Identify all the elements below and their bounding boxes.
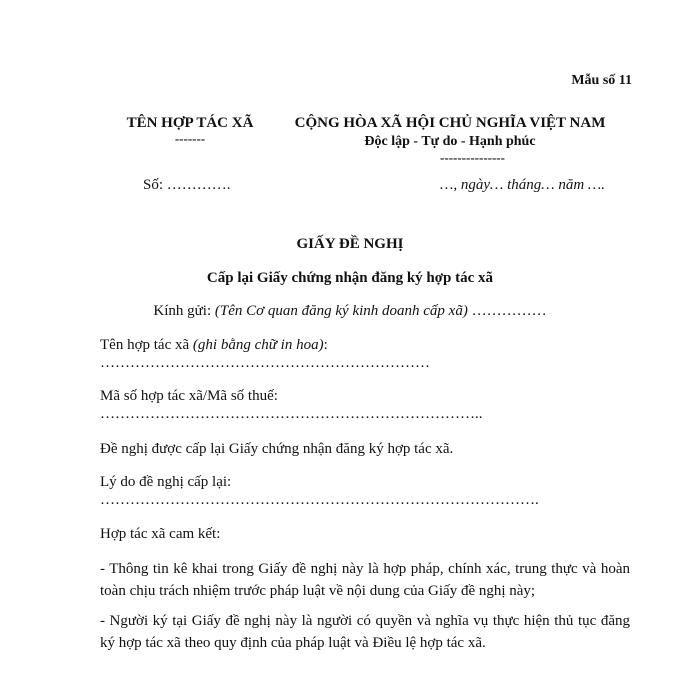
coop-name-label: Tên hợp tác xã <box>100 337 193 353</box>
document-subtitle: Cấp lại Giấy chứng nhận đăng ký hợp tác xã <box>206 270 494 286</box>
national-motto: Độc lập - Tự do - Hạnh phúc <box>364 134 536 149</box>
commitment-item-1: - Thông tin kê khai trong Giấy đề nghị này là hợp pháp, chính xác, trung thực và hoàn toàn chịu trách nhiệm trước pháp luật về nội dung của Giấy đề nghị này; <box>100 561 630 599</box>
form-number: Mẫu số 11 <box>571 73 632 88</box>
commitment-item-2: - Người ký tại Giấy đề nghị này là người có quyền và nghĩa vụ thực hiện thủ tục đăng ký hợp tác xã theo quy định của pháp luật và Điều lệ hợp tác xã. <box>100 613 630 651</box>
document-date: …, ngày… tháng… năm …. <box>440 177 606 193</box>
coop-name-dots: ………………………………………………………… <box>100 355 430 371</box>
org-header-block <box>110 115 270 146</box>
coop-code-label: Mã số hợp tác xã/Mã số thuế: <box>100 388 278 404</box>
recipient-line <box>0 303 700 320</box>
org-name: TÊN HỢP TÁC XÃ <box>126 115 254 131</box>
recipient-placeholder: (Tên Cơ quan đăng ký kinh doanh cấp xã) <box>214 303 468 319</box>
document-number: Số: …………. <box>143 177 231 193</box>
reason-dots: ……………………………………………………………………………. <box>100 492 539 508</box>
recipient-dots: …………… <box>467 303 547 319</box>
coop-name-colon: : <box>323 337 328 353</box>
nation-header-block <box>280 115 620 165</box>
coop-code-dots: ………………………………………………………………….. <box>100 406 483 422</box>
recipient-label: Kính gửi: <box>153 303 215 319</box>
commitment-label: Hợp tác xã cam kết: <box>100 526 221 542</box>
motto-separator: --------------- <box>440 150 505 165</box>
country-name: CỘNG HÒA XÃ HỘI CHỦ NGHĨA VIỆT NAM <box>294 115 606 131</box>
coop-name-label-line <box>100 337 328 354</box>
org-separator: ------- <box>174 131 206 146</box>
document-title: GIẤY ĐỀ NGHỊ <box>296 236 404 252</box>
request-statement: Đề nghị được cấp lại Giấy chứng nhận đăng ký hợp tác xã. <box>100 441 454 457</box>
reason-label: Lý do đề nghị cấp lại: <box>100 474 232 490</box>
coop-name-hint: (ghi bằng chữ in hoa) <box>192 337 324 353</box>
